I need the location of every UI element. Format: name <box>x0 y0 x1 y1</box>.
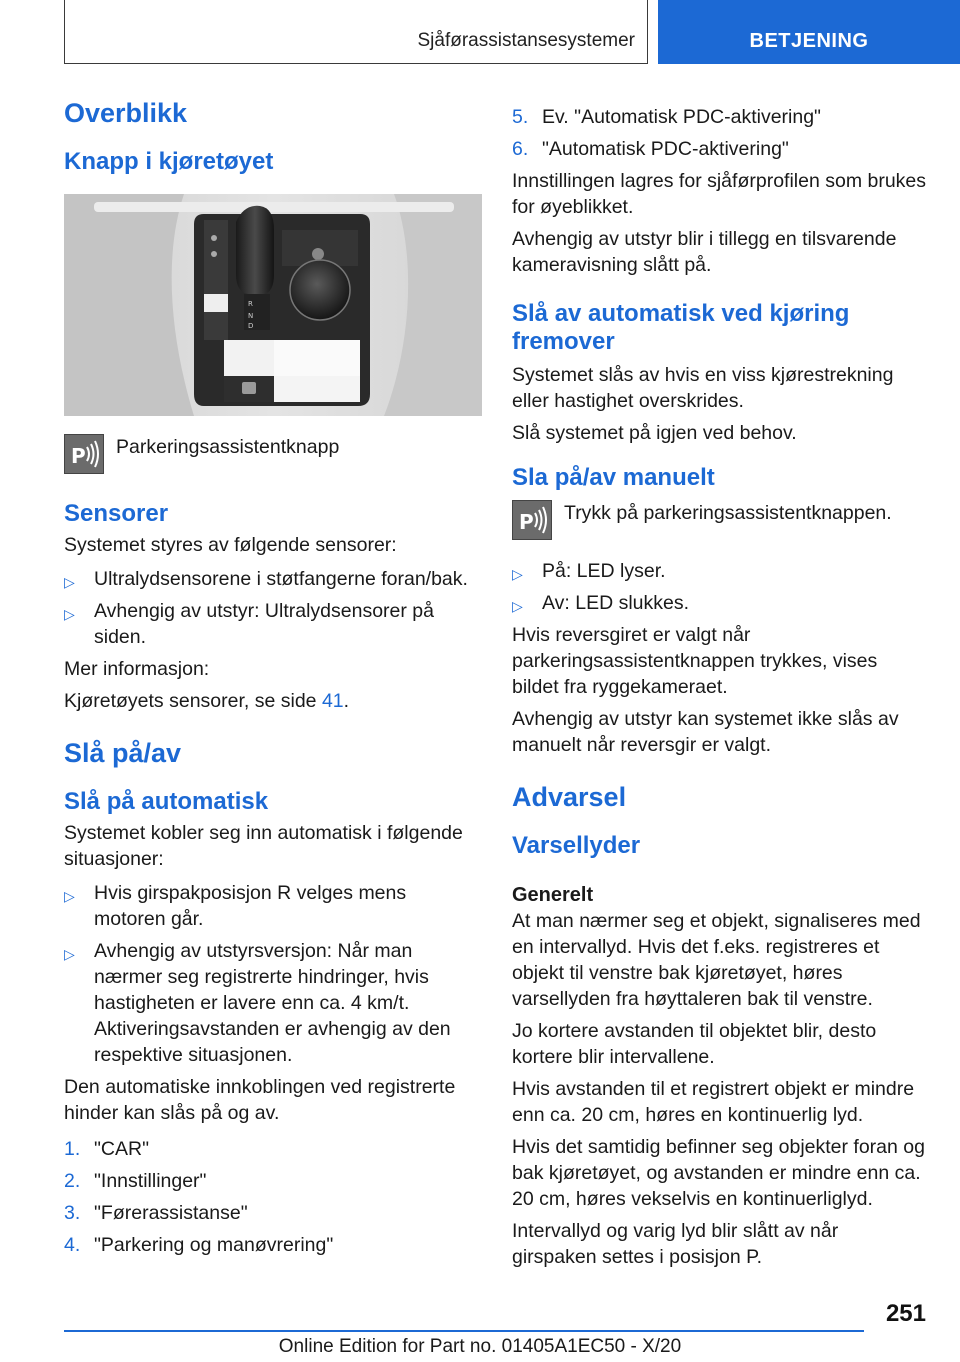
heading-on-off: Slå på/av <box>64 738 182 768</box>
heading-sensors: Sensorer <box>64 500 169 527</box>
warning-paragraph-1: At man nærmer seg et objekt, signaliseres med en intervallyd. Hvis det f.eks. registreres et objekt til venstre bak kjøretøyet, høres varsellyden fra høyttaleren bak til venstre. <box>512 910 921 1010</box>
list-item: 3. "Førerassistanse" <box>64 1202 248 1224</box>
list-item: 1. "CAR" <box>64 1138 150 1160</box>
list-item: 2. "Innstillinger" <box>64 1170 207 1192</box>
switch-on-again-text: Slå systemet på igjen ved behov. <box>512 422 797 444</box>
warning-paragraph-2: Jo kortere avstanden til objektet blir, desto kortere blir intervallene. <box>512 1020 877 1068</box>
list-item: 6. "Automatisk PDC-aktivering" <box>512 138 789 160</box>
list-item: ▷ På: LED lyser. <box>512 558 926 584</box>
list-item: 5. Ev. "Automatisk PDC-aktivering" <box>512 106 821 128</box>
heading-warning-sounds: Varsellyder <box>512 832 641 859</box>
warning-paragraph-4: Hvis det samtidig befinner seg objekter foran og bak kjøretøyet, og avstanden er mindre enn ca. 20 cm, høres vekselvis en kontinuerliglyd. <box>512 1136 925 1210</box>
svg-text:R: R <box>248 300 253 308</box>
list-item: 4. "Parkering og manøvrering" <box>64 1234 334 1256</box>
settings-steps-list-continued <box>512 104 926 162</box>
auto-disable-text: Den automatiske innkoblingen ved registrerte hinder kan slås på og av. <box>64 1076 456 1124</box>
svg-text:N: N <box>248 312 254 320</box>
list-item: ▷ Av: LED slukkes. <box>512 590 926 616</box>
list-item: ▷ Ultralydsensorene i støtfangerne foran/bak. <box>64 566 482 592</box>
auto-on-intro: Systemet kobler seg inn automatisk i følgende situasjoner: <box>64 822 463 870</box>
warning-paragraph-5: Intervallyd og varig lyd blir slått av når girspaken settes i posisjon P. <box>512 1220 839 1268</box>
triangle-right-icon: ▷ <box>64 888 75 904</box>
svg-text:P: P <box>519 510 534 534</box>
page-link-41[interactable]: 41 <box>321 690 344 712</box>
svg-text:P: P <box>71 444 86 468</box>
led-state-list <box>512 558 926 616</box>
triangle-right-icon: ▷ <box>64 606 75 622</box>
auto-off-text: Systemet slås av hvis en viss kjørestrekning eller hastighet overskrides. <box>512 364 894 412</box>
page-number: 251 <box>885 1300 926 1327</box>
auto-on-list <box>64 880 482 1068</box>
heading-button-in-vehicle: Knapp i kjøretøyet <box>64 148 274 175</box>
triangle-right-icon: ▷ <box>512 598 523 614</box>
gear-console-photo <box>64 194 482 416</box>
heading-warning: Advarsel <box>512 782 627 812</box>
cannot-switch-off-text: Avhengig av utstyr kan systemet ikke slås av manuelt når reversgir er valgt. <box>512 708 899 756</box>
sensors-list <box>64 566 482 650</box>
heading-manual-on-off: Sla på/av manuelt <box>512 464 715 491</box>
triangle-right-icon: ▷ <box>512 566 523 582</box>
sensors-reference: Kjøretøyets sensorer, se side 41. <box>64 690 350 712</box>
sensors-intro: Systemet styres av følgende sensorer: <box>64 534 397 556</box>
parking-button-caption: Parkeringsassistentknapp <box>116 436 340 458</box>
footer-edition-text: Online Edition for Part no. 01405A1EC50 - X/20 <box>278 1336 682 1357</box>
right-column <box>512 104 926 1270</box>
header-section-box <box>64 0 648 64</box>
heading-auto-off-forward: Slå av automatisk ved kjøring fremover <box>512 300 850 355</box>
header-chapter-label: BETJENING <box>749 30 869 52</box>
list-item: ▷ Avhengig av utstyrsversjon: Når man nærmer seg registrerte hindringer, hvis hastigheten er lavere enn ca. 4 km/t. Aktiveringsavstanden er avhengig av den respektive situasjonen. <box>64 940 451 1066</box>
triangle-right-icon: ▷ <box>64 574 75 590</box>
triangle-right-icon: ▷ <box>64 946 75 962</box>
heading-general: Generelt <box>512 884 594 906</box>
camera-view-text: Avhengig av utstyr blir i tillegg en tilsvarende kameravisning slått på. <box>512 228 897 276</box>
heading-overview: Overblikk <box>64 98 188 128</box>
setting-saved-text: Innstillingen lagres for sjåførprofilen som brukes for øyeblikket. <box>512 170 927 218</box>
manual-press-instruction <box>512 500 926 544</box>
list-item: ▷ Avhengig av utstyr: Ultralydsensorer på siden. <box>64 600 434 648</box>
heading-auto-on: Slå på automatisk <box>64 788 269 815</box>
list-item: ▷ Hvis girspakposisjon R velges mens motoren går. <box>64 882 407 930</box>
footer-divider <box>64 1330 864 1332</box>
press-button-text: Trykk på parkeringsassistentknappen. <box>564 502 892 524</box>
left-column <box>64 96 482 1258</box>
settings-steps-list <box>64 1136 482 1258</box>
parking-assist-icon <box>64 434 104 474</box>
warning-paragraph-3: Hvis avstanden til et registrert objekt er mindre enn ca. 20 cm, høres en kontinuerlig lyd. <box>512 1078 915 1126</box>
parking-assist-icon <box>512 500 552 540</box>
gear-console-illustration <box>64 194 482 416</box>
reverse-gear-text: Hvis reversgiret er valgt når parkeringsassistentknappen trykkes, vises bildet fra ryggekameraet. <box>512 624 878 698</box>
more-info-label: Mer informasjon: <box>64 658 210 680</box>
header-chapter-tab[interactable] <box>658 0 960 64</box>
svg-text:D: D <box>248 322 254 330</box>
parking-button-legend <box>64 434 482 478</box>
header-section-title: Sjåførassistansesystemer <box>417 30 635 51</box>
